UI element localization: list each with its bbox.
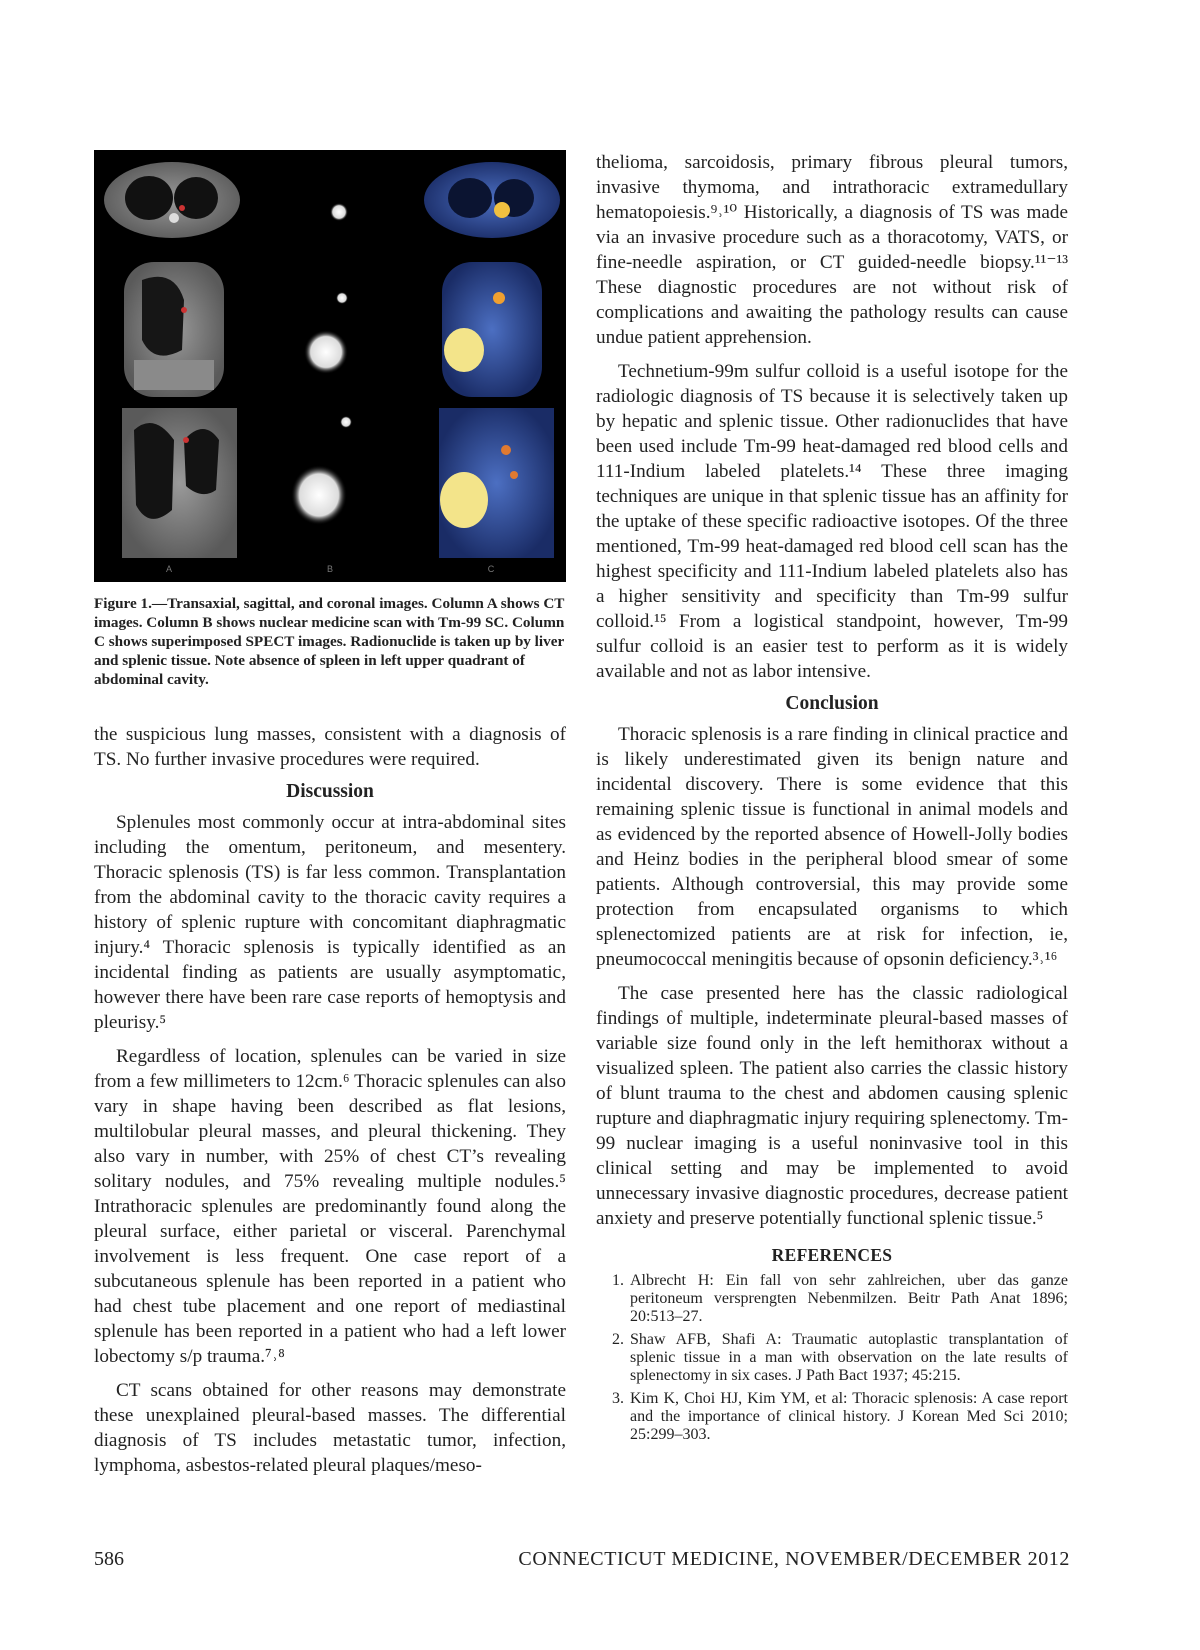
- ct-transaxial: [104, 162, 240, 238]
- right-column: [596, 150, 1068, 1449]
- intro-paragraph: the suspicious lung masses, consistent with a diagnosis of TS. No further invasive procedures were required.: [94, 724, 566, 770]
- technetium-paragraph: Technetium-99m sulfur colloid is a useful isotope for the radiologic diagnosis of TS because it is selectively taken up by hepatic and splenic tissue. Other radionuclides that have been used include Tm-99 heat-damaged red blood cells and 111-Indium labeled platelets.¹⁴ These three imaging techniques are unique in that splenic tissue has an affinity for the uptake of these specific radioactive isotopes. Of the three mentioned, Tm-99 heat-damaged red blood cell scan has the highest specificity and 111-Indium labeled platelets also has a higher sensitivity and specificity than Tm-99 sulfur colloid.¹⁵ From a logistical standpoint, however, Tm-99 sulfur colloid is an easier test to perform as it is widely available and not as labor intensive.: [596, 361, 1068, 682]
- column-label-b: B: [326, 564, 333, 574]
- scan-grid: [94, 150, 566, 582]
- ct-coronal: [122, 408, 237, 558]
- conclusion-paragraph-2: The case presented here has the classic radiological findings of multiple, indeterminate pleural-based masses of variable size found only in the left hemithorax without a visualized spleen. The patient also carries the classic history of blunt trauma to the chest and abdomen causing splenic rupture and diaphragmatic injury requiring splenectomy. Tm-99 nuclear imaging is a useful noninvasive tool in this clinical setting and may be implemented to avoid unnecessary invasive diagnostic procedures, decrease patient anxiety and preserve potentially functional splenic tissue.⁵: [596, 983, 1068, 1229]
- references-list: [596, 1272, 1068, 1444]
- discussion-paragraph-2: Regardless of location, splenules can be varied in size from a few millimeters to 12cm.⁶ Thoracic splenules can also vary in shape having been described as flat lesions, multilobular pleural masses, and pleural thickening. They also vary in number, with 25% of chest CT’s revealing solitary nodules, and 75% revealing multiple nodules.⁵ Intrathoracic splenules are predominantly found along the pleural surface, either parietal or visceral. Parenchymal involvement is less frequent. One case report of a subcutaneous splenule has been reported in a patient who had chest tube placement and one report of mediastinal splenule has been reported in a patient who had a left lower lobectomy s/p trauma.⁷˒⁸: [94, 1046, 566, 1367]
- discussion-paragraph-3: CT scans obtained for other reasons may demonstrate these unexplained pleural-based masses. The differential diagnosis of TS includes metastatic tumor, infection, lymphoma, asbestos-related pleural plaques/meso-: [94, 1380, 566, 1476]
- left-column: [94, 150, 566, 1478]
- spect-transaxial: [424, 162, 560, 238]
- reference-item: 2. Shaw AFB, Shafi A: Traumatic autoplastic transplantation of splenic tissue in a man with observation on the late results of splenectomy in six cases. J Path Bact 1937; 45:215.: [628, 1331, 1068, 1385]
- journal-footer: CONNECTICUT MEDICINE, NOVEMBER/DECEMBER 2012: [518, 1548, 1070, 1570]
- nm-transaxial: [330, 203, 348, 221]
- spect-sagittal: [442, 262, 542, 397]
- figure-caption: Figure 1.—Transaxial, sagittal, and coronal images. Column A shows CT images. Column B shows nuclear medicine scan with Tm-99 SC. Column C shows superimposed SPECT images. Radionuclide is taken up by liver and splenic tissue. Note absence of spleen in left upper quadrant of abdominal cavity.: [94, 595, 565, 688]
- discussion-paragraph-1: Splenules most commonly occur at intra-abdominal sites including the omentum, peritoneum, and mesentery. Thoracic splenosis (TS) is far less common. Transplantation from the abdominal cavity to the thoracic cavity requires a history of splenic rupture with concomitant diaphragmatic injury.⁴ Thoracic splenosis is typically identified as an incidental finding as patients are usually asymptomatic, however there have been rare case reports of hemoptysis and pleurisy.⁵: [94, 812, 566, 1033]
- reference-item: 3. Kim K, Choi HJ, Kim YM, et al: Thoracic splenosis: A case report and the importance of clinical history. J Korean Med Sci 2010; 25:299–303.: [628, 1390, 1068, 1444]
- reference-item: 1. Albrecht H: Ein fall von sehr zahlreichen, uber das ganze peritoneum versprengten Nebenmilzen. Beitr Path Anat 1896; 20:513–27.: [628, 1272, 1068, 1326]
- column-label-a: A: [165, 564, 172, 574]
- references-heading: REFERENCES: [771, 1245, 893, 1265]
- conclusion-heading: Conclusion: [785, 693, 879, 714]
- discussion-heading: Discussion: [286, 781, 374, 802]
- nm-coronal: [291, 416, 352, 525]
- differential-paragraph: thelioma, sarcoidosis, primary fibrous pleural tumors, invasive thymoma, and intrathoracic extramedullary hematopoiesis.⁹˒¹⁰ Historically, a diagnosis of TS was made via an invasive procedure such as a thoracotomy, VATS, or fine-needle aspiration, or CT guided-needle biopsy.¹¹⁻¹³ These diagnostic procedures are not without risk of complications and awaiting the pathology results can cause undue patient apprehension.: [596, 152, 1068, 348]
- conclusion-paragraph-1: Thoracic splenosis is a rare finding in clinical practice and is likely underestimated given its benign nature and incidental discovery. There is some evidence that this remaining splenic tissue is functional in animal models and as evidenced by the reported absence of Howell-Jolly bodies and Heinz bodies in the peripheral blood smear of some patients. Although controversial, this may provide some protection from encapsulated organisms to which splenectomized patients are at risk for infection, ie, pneumococcal meningitis because of opsonin deficiency.³˒¹⁶: [596, 724, 1068, 970]
- column-label-c: C: [487, 564, 495, 574]
- page-number: 586: [94, 1548, 124, 1570]
- figure-1-image: [94, 150, 566, 582]
- nm-sagittal: [304, 292, 348, 374]
- spect-coronal: [439, 408, 554, 558]
- ct-sagittal: [124, 262, 224, 397]
